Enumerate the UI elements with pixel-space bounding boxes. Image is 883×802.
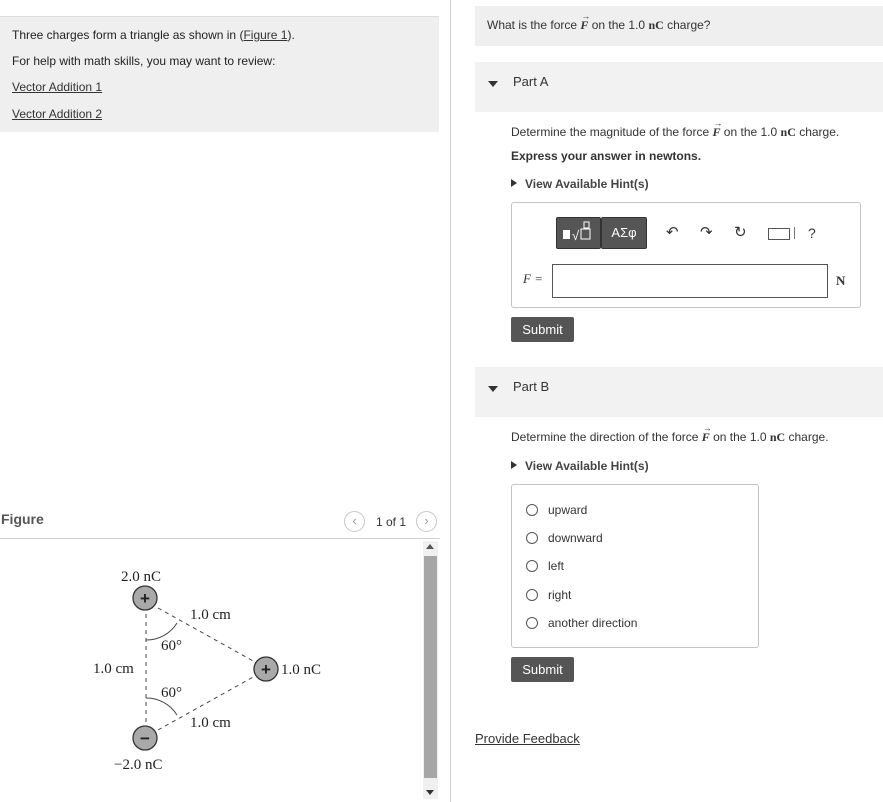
part-a-prompt-unit: nC — [780, 125, 796, 139]
part-b-prompt-prefix: Determine the direction of the force — [511, 430, 702, 444]
bottom-charge — [133, 726, 157, 750]
part-b-prompt-middle: on the 1.0 — [709, 430, 770, 444]
intro-text-suffix: ). — [287, 28, 295, 42]
help-button[interactable]: ? — [808, 225, 816, 241]
option-label: right — [548, 588, 572, 602]
question-unit: nC — [648, 18, 664, 32]
answer-label — [523, 271, 543, 287]
part-b-prompt-suffix: charge. — [785, 430, 829, 444]
scroll-down-arrow-icon[interactable] — [426, 790, 434, 795]
part-a-title: Part A — [513, 74, 549, 89]
question-prefix: What is the force — [487, 18, 581, 32]
part-a-prompt-middle: on the 1.0 — [720, 125, 781, 139]
figure-pager-count: 1 of 1 — [376, 515, 407, 529]
answer-input[interactable] — [552, 264, 828, 298]
undo-icon[interactable]: ↶ — [666, 224, 679, 241]
part-b-submit-button[interactable]: Submit — [511, 657, 574, 682]
bottom-angle-label: 60° — [161, 685, 182, 701]
part-a-instruction: Express your answer in newtons. — [511, 149, 702, 163]
redo-icon[interactable]: ↷ — [700, 224, 713, 241]
part-a-header[interactable] — [475, 62, 883, 112]
bottom-charge-sign: − — [140, 729, 150, 748]
right-charge-label: 1.0 nC — [281, 662, 322, 678]
part-a-submit-button[interactable]: Submit — [511, 317, 574, 342]
figure-label: Figure — [1, 511, 44, 527]
unit-label: N — [836, 273, 846, 288]
intro-text — [12, 28, 427, 42]
force-symbol: F — [701, 430, 710, 444]
part-b-prompt-unit: nC — [769, 430, 786, 444]
option-downward[interactable] — [526, 531, 603, 547]
option-right[interactable] — [526, 588, 571, 604]
top-charge-label: 2.0 nC — [121, 569, 162, 585]
part-b-hint-label: View Available Hint(s) — [525, 459, 649, 473]
greek-symbols-button[interactable]: ΑΣφ — [601, 217, 647, 249]
keyboard-icon[interactable] — [768, 228, 790, 240]
templates-button[interactable] — [556, 217, 601, 249]
triangle-figure — [0, 540, 423, 802]
part-a-prompt-prefix: Determine the magnitude of the force — [511, 125, 713, 139]
option-label: another direction — [548, 616, 638, 630]
top-angle-label: 60° — [161, 638, 182, 654]
question-box — [475, 6, 883, 46]
part-a-hint-label: View Available Hint(s) — [525, 177, 649, 191]
intro-text-prefix: Three charges form a triangle as shown in ( — [12, 28, 244, 42]
radio-button[interactable] — [526, 617, 538, 629]
collapse-caret-icon[interactable] — [488, 81, 498, 87]
figure-area — [0, 540, 423, 802]
reset-icon[interactable]: ↻ — [734, 224, 747, 241]
figure-link[interactable]: Figure 1 — [243, 28, 288, 42]
right-charge-sign: + — [261, 660, 271, 679]
option-left[interactable] — [526, 559, 564, 575]
svg-text:√: √ — [572, 228, 580, 243]
force-symbol: F — [712, 125, 721, 139]
expand-triangle-icon — [511, 461, 517, 469]
scroll-up-arrow-icon[interactable] — [426, 544, 434, 549]
force-vector-symbol: F → — [712, 118, 723, 139]
radio-button[interactable] — [526, 532, 538, 544]
vector-addition-2-link[interactable]: Vector Addition 2 — [12, 107, 103, 121]
toolbar-separator — [794, 227, 795, 239]
part-a-hint-link[interactable] — [511, 177, 649, 191]
option-label: downward — [548, 531, 603, 545]
answer-label-text: F = — [523, 271, 543, 286]
templates-icon — [557, 218, 602, 250]
expand-triangle-icon — [511, 179, 517, 187]
force-vector-symbol: F → — [580, 11, 591, 32]
pane-divider — [450, 0, 451, 802]
force-vector-symbol: F → — [701, 423, 712, 444]
force-symbol: F — [580, 18, 589, 32]
option-another-direction[interactable] — [526, 616, 637, 632]
figure-header — [0, 505, 440, 539]
vector-addition-1-link[interactable]: Vector Addition 1 — [12, 80, 103, 94]
scroll-thumb[interactable] — [424, 556, 437, 778]
intro-box — [0, 16, 439, 132]
top-charge-sign: + — [140, 589, 150, 608]
part-b-title: Part B — [513, 379, 550, 394]
question-middle: on the 1.0 — [588, 18, 649, 32]
provide-feedback-link[interactable]: Provide Feedback — [475, 731, 580, 746]
right-charge — [254, 657, 278, 681]
figure-scrollbar[interactable] — [423, 541, 438, 799]
radio-button[interactable] — [526, 560, 538, 572]
question-suffix: charge? — [663, 18, 711, 32]
previous-figure-button[interactable]: ‹ — [344, 511, 365, 532]
part-b-header[interactable] — [475, 367, 883, 417]
top-charge — [133, 586, 157, 610]
radio-button[interactable] — [526, 589, 538, 601]
option-label: left — [548, 559, 565, 573]
direction-options — [511, 484, 759, 648]
bottom-right-distance-label: 1.0 cm — [190, 715, 231, 731]
review-text: For help with math skills, you may want to review: — [12, 54, 276, 68]
next-figure-button[interactable]: › — [416, 511, 437, 532]
part-b-prompt — [511, 423, 829, 445]
part-b-hint-link[interactable] — [511, 459, 649, 473]
left-distance-label: 1.0 cm — [93, 661, 134, 677]
option-upward[interactable] — [526, 503, 587, 519]
part-a-prompt — [511, 118, 840, 140]
top-right-distance-label: 1.0 cm — [190, 607, 231, 623]
part-a-prompt-suffix: charge. — [795, 125, 840, 139]
bottom-charge-label: −2.0 nC — [114, 757, 163, 773]
option-label: upward — [548, 503, 588, 517]
radio-button[interactable] — [526, 504, 538, 516]
answer-box — [511, 202, 861, 308]
collapse-caret-icon[interactable] — [488, 386, 498, 392]
